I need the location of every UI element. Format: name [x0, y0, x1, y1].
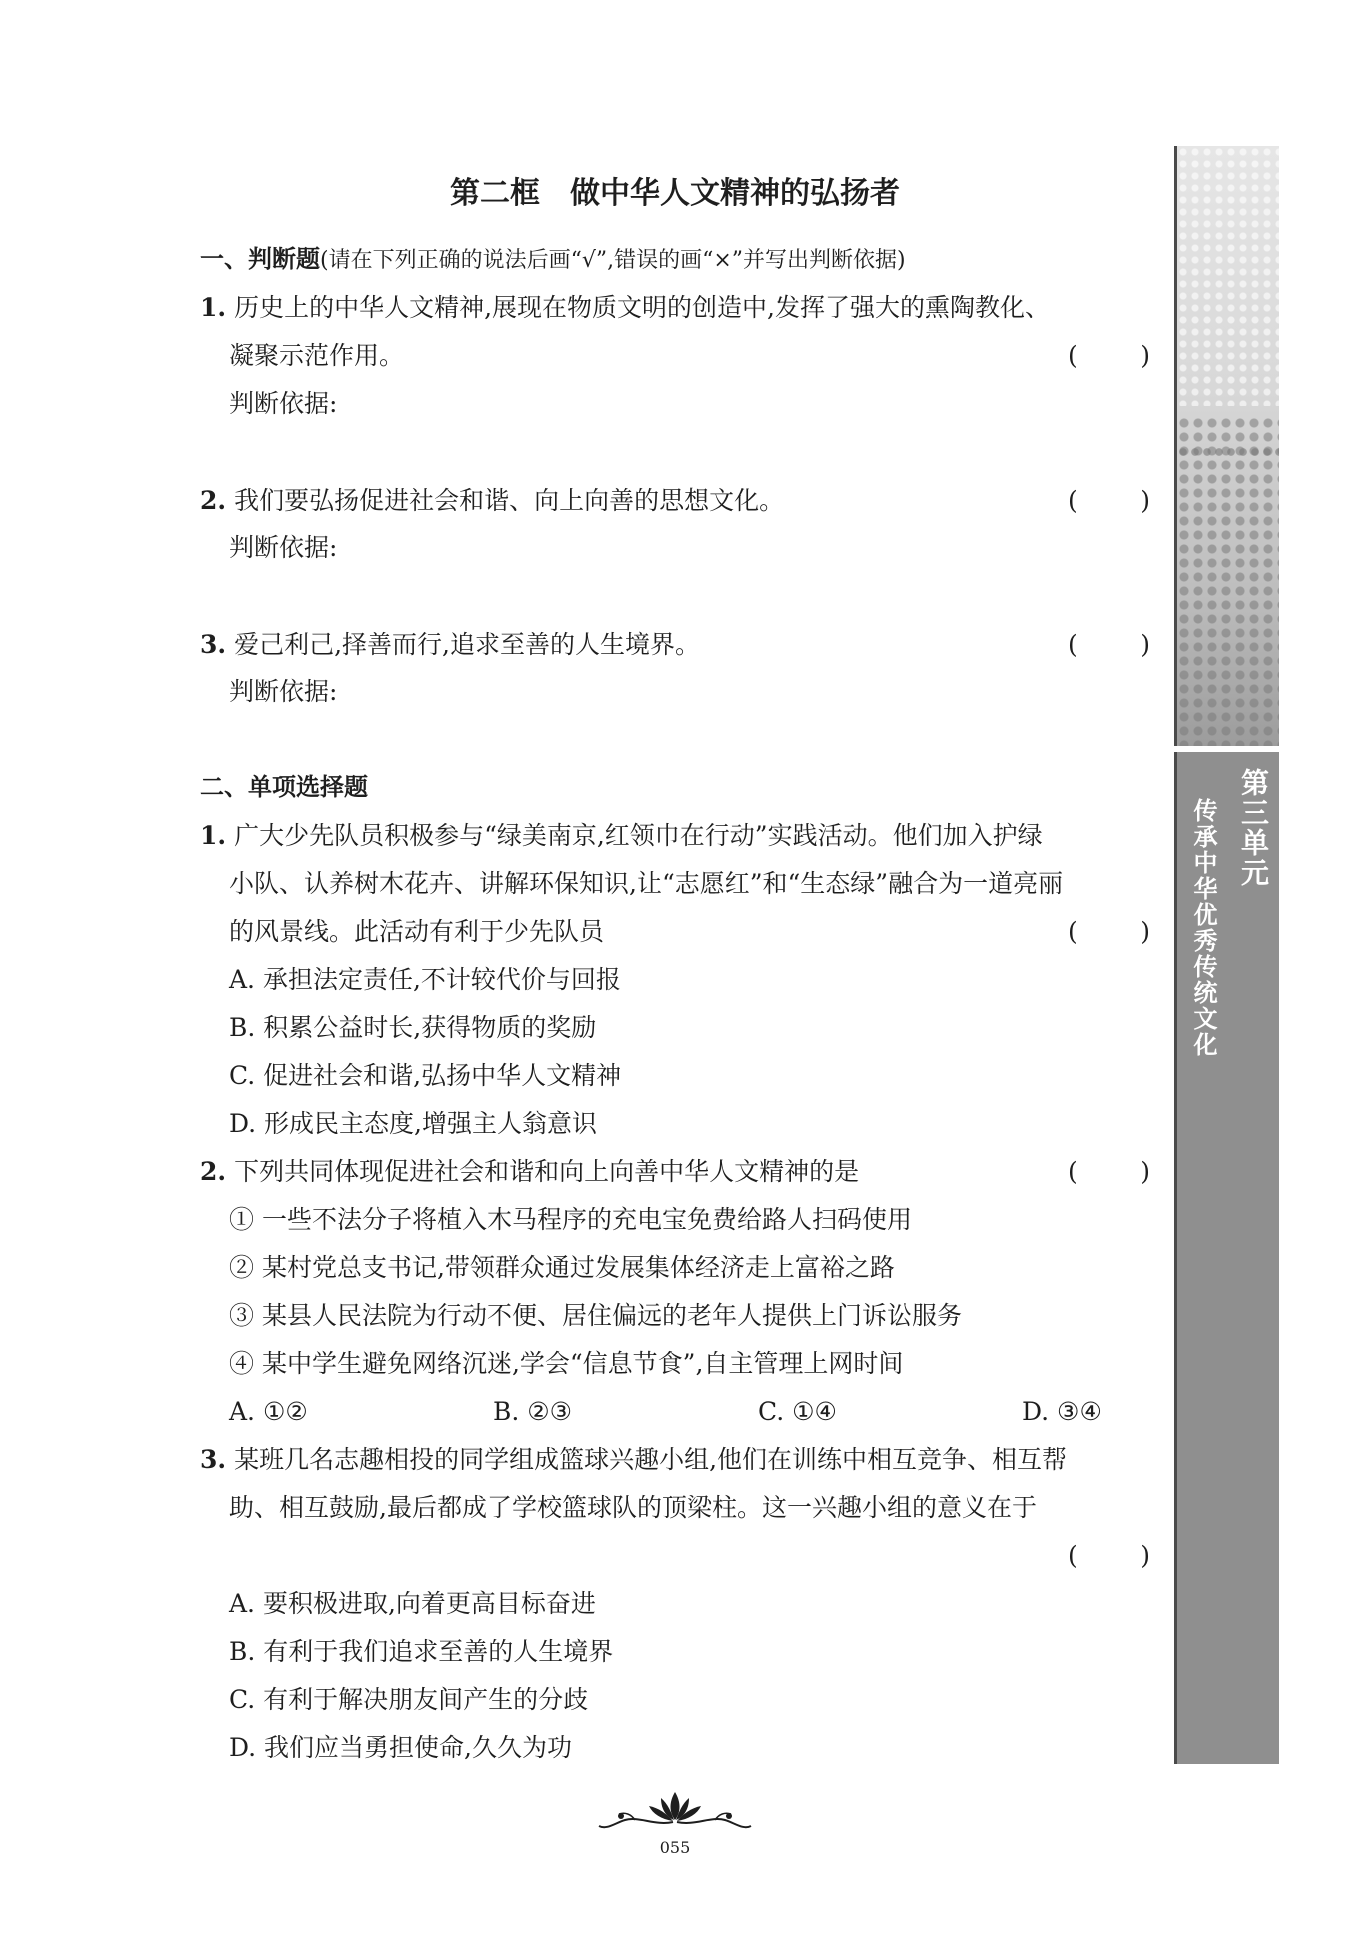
judge-q3	[200, 630, 700, 660]
paren-close: )	[1140, 917, 1150, 946]
choice-q2-number: 2.	[200, 1157, 227, 1186]
paren-open: (	[1068, 486, 1078, 515]
answer-blank[interactable]	[1068, 917, 1150, 947]
paren-open: (	[1068, 917, 1078, 946]
paren-open: (	[1068, 1157, 1078, 1186]
paren-open: (	[1068, 630, 1078, 659]
floral-ornament-icon	[595, 1786, 755, 1836]
choice-q1	[200, 821, 1043, 851]
judge-q1-line2: 凝聚示范作用。	[229, 341, 405, 370]
choice-q1-option-d: D. 形成民主态度,增强主人翁意识	[229, 1109, 597, 1138]
answer-blank[interactable]	[1068, 1541, 1150, 1571]
section1-heading-text: 一、判断题	[200, 245, 320, 273]
choice-q1-option-b: B. 积累公益时长,获得物质的奖励	[229, 1013, 597, 1042]
choice-q3-option-d: D. 我们应当勇担使命,久久为功	[229, 1733, 572, 1762]
answer-blank[interactable]	[1068, 1157, 1150, 1187]
section1-heading	[200, 244, 906, 276]
choice-q2-option-a: A. ①②	[229, 1397, 308, 1426]
page-title: 第二框 做中华人文精神的弘扬者	[450, 176, 900, 211]
page-number: 055	[659, 1838, 691, 1857]
choice-q2	[200, 1157, 859, 1187]
section1-instruction: (请在下列正确的说法后画“√”,错误的画“×”并写出判断依据)	[320, 248, 906, 273]
paren-close: )	[1140, 486, 1150, 515]
side-tab-pattern	[1174, 146, 1279, 746]
judge-q1	[200, 293, 1050, 323]
choice-q2-statement-1: ① 一些不法分子将植入木马程序的充电宝免费给路人扫码使用	[229, 1205, 912, 1234]
judge-q1-line1: 历史上的中华人文精神,展现在物质文明的创造中,发挥了强大的熏陶教化、	[234, 293, 1050, 322]
choice-q2-option-b: B. ②③	[493, 1397, 573, 1426]
paren-open: (	[1068, 341, 1078, 370]
choice-q1-line2: 小队、认养树木花卉、讲解环保知识,让“志愿红”和“生态绿”融合为一道亮丽	[229, 869, 1064, 898]
choice-q3-line1: 某班几名志趣相投的同学组成篮球兴趣小组,他们在训练中相互竞争、相互帮	[234, 1445, 1068, 1474]
choice-q2-line1: 下列共同体现促进社会和谐和向上向善中华人文精神的是	[234, 1157, 860, 1186]
answer-blank[interactable]	[1068, 486, 1150, 516]
choice-q3	[200, 1445, 1067, 1475]
choice-q2-option-d: D. ③④	[1022, 1397, 1102, 1426]
choice-q1-number: 1.	[200, 821, 227, 850]
judge-q2-number: 2.	[200, 486, 227, 515]
paren-close: )	[1140, 1157, 1150, 1186]
choice-q1-option-c: C. 促进社会和谐,弘扬中华人文精神	[229, 1061, 622, 1090]
choice-q3-line2: 助、相互鼓励,最后都成了学校篮球队的顶梁柱。这一兴趣小组的意义在于	[229, 1493, 1037, 1522]
choice-q2-statement-3: ③ 某县人民法院为行动不便、居住偏远的老年人提供上门诉讼服务	[229, 1301, 962, 1330]
judge-q2-line1: 我们要弘扬促进社会和谐、向上向善的思想文化。	[234, 486, 785, 515]
paren-close: )	[1140, 341, 1150, 370]
judge-q3-number: 3.	[200, 630, 227, 659]
paren-close: )	[1140, 630, 1150, 659]
judge-q3-line1: 爱己利己,择善而行,追求至善的人生境界。	[234, 630, 700, 659]
answer-blank[interactable]	[1068, 630, 1150, 660]
choice-q2-option-c: C. ①④	[758, 1397, 837, 1426]
answer-blank[interactable]	[1068, 341, 1150, 371]
choice-q1-option-a: A. 承担法定责任,不计较代价与回报	[229, 965, 621, 994]
section2-heading: 二、单项选择题	[200, 773, 368, 801]
judge-q2-basis: 判断依据:	[229, 533, 338, 562]
choice-q2-statement-2: ② 某村党总支书记,带领群众通过发展集体经济走上富裕之路	[229, 1253, 895, 1282]
choice-q3-option-c: C. 有利于解决朋友间产生的分歧	[229, 1685, 589, 1714]
side-tab-unit-name: 传承中华优秀传统文化	[1189, 798, 1217, 1058]
side-tab-unit: 第三单元	[1237, 768, 1270, 888]
choice-q1-line1: 广大少先队员积极参与“绿美南京,红领巾在行动”实践活动。他们加入护绿	[234, 821, 1043, 850]
paren-open: (	[1068, 1541, 1078, 1570]
choice-q3-option-a: A. 要积极进取,向着更高目标奋进	[229, 1589, 596, 1618]
choice-q1-line3: 的风景线。此活动有利于少先队员	[229, 917, 605, 946]
judge-q2	[200, 486, 784, 516]
judge-q1-number: 1.	[200, 293, 227, 322]
judge-q1-basis: 判断依据:	[229, 389, 338, 418]
choice-q3-number: 3.	[200, 1445, 227, 1474]
choice-q2-statement-4: ④ 某中学生避免网络沉迷,学会“信息节食”,自主管理上网时间	[229, 1349, 904, 1378]
paren-close: )	[1140, 1541, 1150, 1570]
choice-q3-option-b: B. 有利于我们追求至善的人生境界	[229, 1637, 614, 1666]
judge-q3-basis: 判断依据:	[229, 677, 338, 706]
